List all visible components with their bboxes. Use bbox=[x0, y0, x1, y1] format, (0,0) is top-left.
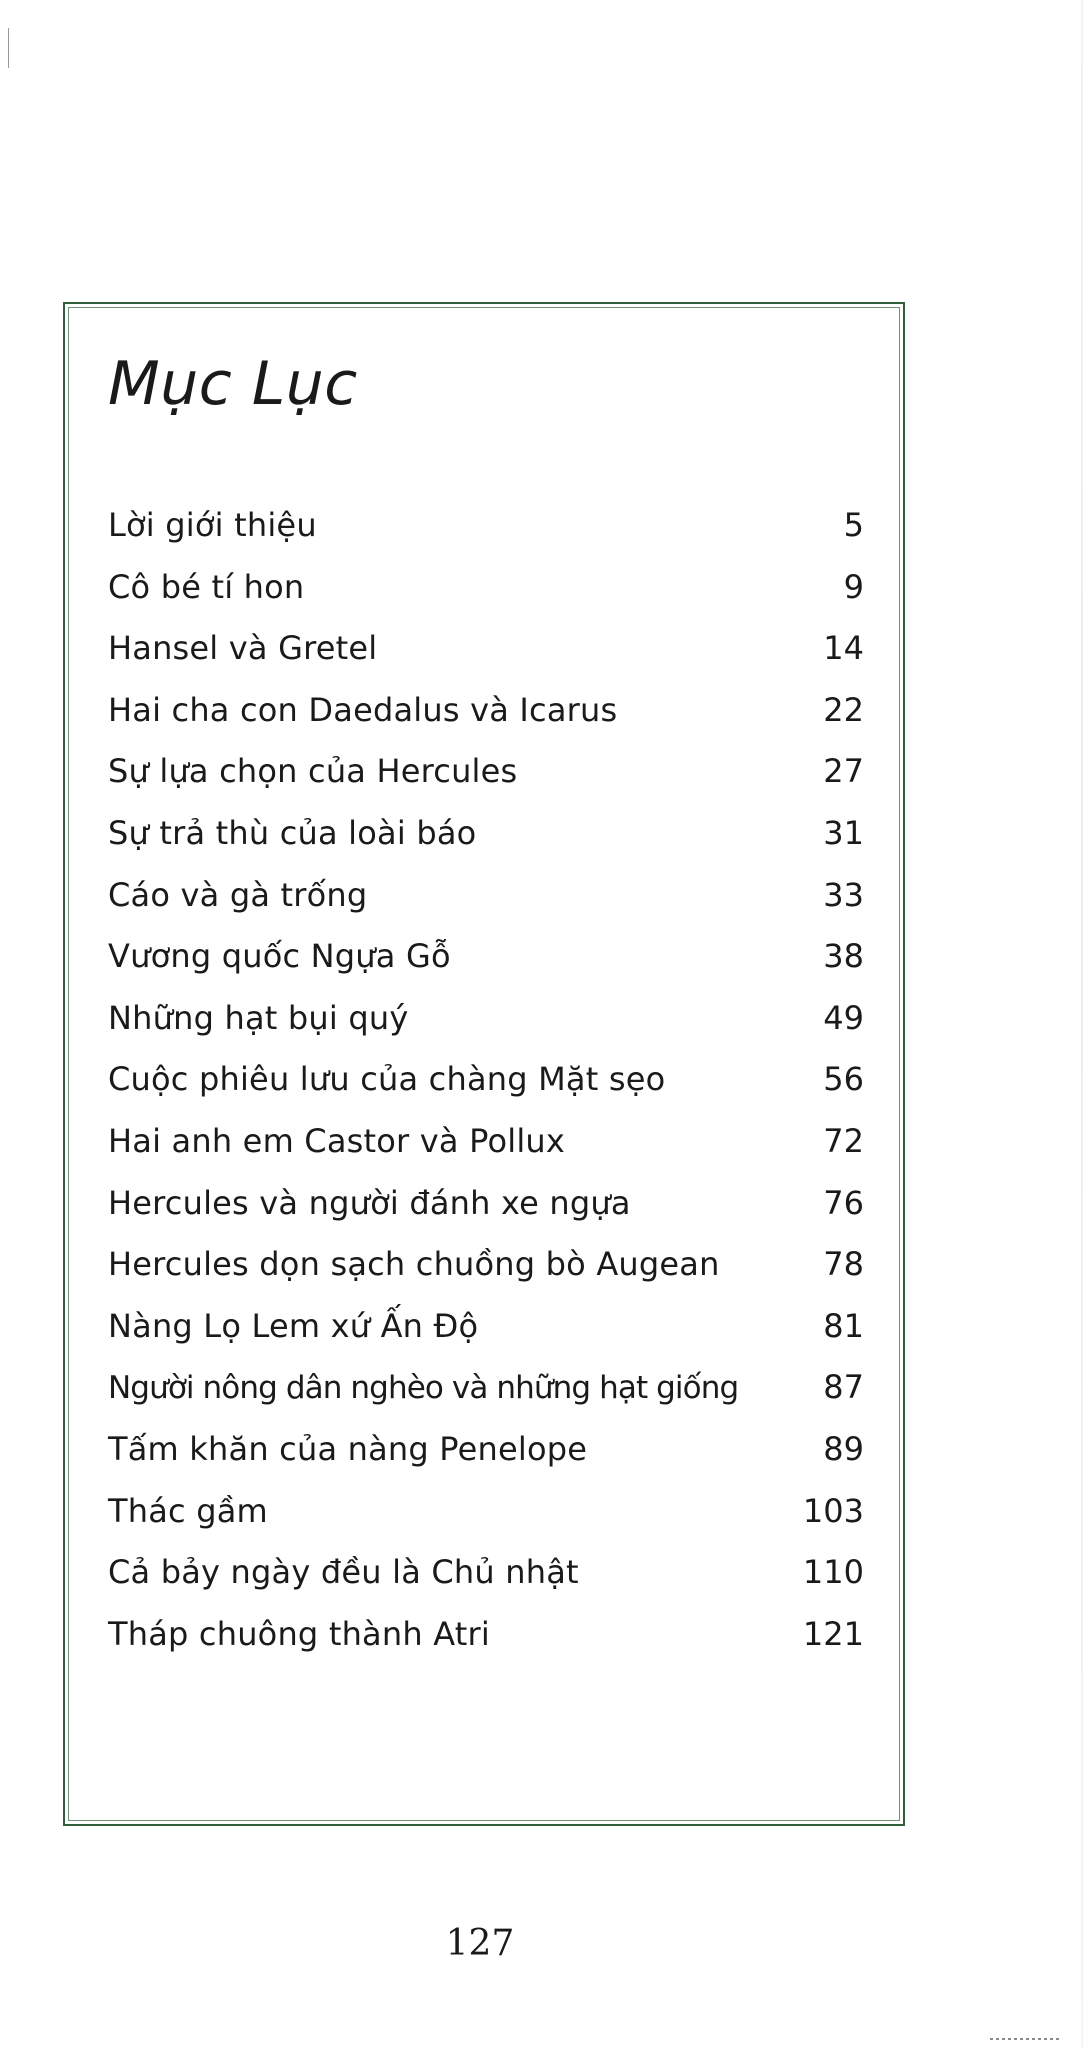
toc-entry-title: Hansel và Gretel bbox=[108, 629, 378, 668]
toc-entry-page: 72 bbox=[823, 1121, 864, 1160]
toc-entry-title: Nàng Lọ Lem xứ Ấn Độ bbox=[108, 1306, 479, 1345]
scan-edge-mark bbox=[8, 28, 9, 68]
toc-entry bbox=[108, 1111, 864, 1173]
toc-entry bbox=[108, 741, 864, 803]
toc-entry bbox=[108, 557, 864, 619]
toc-entry-page: 121 bbox=[802, 1614, 864, 1653]
toc-entry-page: 49 bbox=[823, 998, 864, 1037]
toc-entry bbox=[108, 1049, 864, 1111]
toc-entry bbox=[108, 1542, 864, 1604]
toc-entry bbox=[108, 1296, 864, 1358]
toc-entry-page: 81 bbox=[823, 1306, 864, 1345]
page-number: 127 bbox=[445, 1923, 515, 1964]
toc-entry bbox=[108, 1419, 864, 1481]
toc-entry-page: 87 bbox=[823, 1368, 864, 1407]
toc-entry-page: 38 bbox=[823, 937, 864, 976]
toc-entry bbox=[108, 1481, 864, 1543]
toc-entry-page: 110 bbox=[802, 1553, 864, 1592]
scan-edge-tick bbox=[990, 2038, 1060, 2040]
toc-entry-title: Vương quốc Ngựa Gỗ bbox=[108, 937, 451, 976]
toc-entry-page: 33 bbox=[823, 875, 864, 914]
toc-entry-title: Hai anh em Castor và Pollux bbox=[108, 1121, 566, 1160]
toc-entry-title: Những hạt bụi quý bbox=[108, 998, 409, 1037]
toc-entry-title: Lời giới thiệu bbox=[108, 506, 317, 544]
toc-entry-title: Sự lựa chọn của Hercules bbox=[108, 752, 518, 791]
toc-entry-title: Hai cha con Daedalus và Icarus bbox=[108, 690, 618, 729]
toc-entry-page: 76 bbox=[823, 1183, 864, 1222]
toc-entry bbox=[108, 803, 864, 865]
toc-entry-title: Tấm khăn của nàng Penelope bbox=[108, 1429, 588, 1468]
toc-entry-page: 56 bbox=[823, 1060, 864, 1099]
toc-entry bbox=[108, 618, 864, 680]
toc-entry-title: Hercules và người đánh xe ngựa bbox=[108, 1183, 631, 1222]
toc-entry bbox=[108, 1357, 864, 1419]
toc-entry-page: 103 bbox=[802, 1491, 864, 1530]
scan-edge-shadow bbox=[1081, 0, 1083, 2048]
toc-entry-title: Người nông dân nghèo và những hạt giống bbox=[108, 1370, 739, 1407]
toc-entry-title: Thác gầm bbox=[108, 1491, 268, 1530]
toc-entry bbox=[108, 926, 864, 988]
toc-entry-page: 5 bbox=[843, 506, 864, 544]
toc-list bbox=[108, 495, 864, 1665]
toc-entry-title: Cô bé tí hon bbox=[108, 567, 305, 606]
toc-entry-title: Sự trả thù của loài báo bbox=[108, 813, 477, 852]
toc-entry-title: Hercules dọn sạch chuồng bò Augean bbox=[108, 1245, 720, 1284]
toc-entry bbox=[108, 495, 864, 557]
toc-entry bbox=[108, 1173, 864, 1235]
toc-entry-page: 78 bbox=[823, 1245, 864, 1284]
toc-entry bbox=[108, 988, 864, 1050]
toc-entry-title: Tháp chuông thành Atri bbox=[108, 1614, 490, 1653]
toc-entry-title: Cáo và gà trống bbox=[108, 875, 368, 914]
toc-entry-title: Cả bảy ngày đều là Chủ nhật bbox=[108, 1553, 579, 1592]
toc-entry-page: 27 bbox=[823, 752, 864, 791]
toc-entry-page: 9 bbox=[843, 567, 864, 606]
toc-entry bbox=[108, 1604, 864, 1666]
toc-entry bbox=[108, 865, 864, 927]
toc-entry bbox=[108, 1234, 864, 1296]
toc-entry-page: 22 bbox=[823, 690, 864, 729]
toc-entry-page: 89 bbox=[823, 1429, 864, 1468]
toc-title: Mục Lục bbox=[108, 349, 358, 419]
toc-entry-title: Cuộc phiêu lưu của chàng Mặt sẹo bbox=[108, 1060, 666, 1099]
toc-entry-page: 31 bbox=[823, 813, 864, 852]
toc-entry bbox=[108, 680, 864, 742]
toc-entry-page: 14 bbox=[823, 629, 864, 668]
